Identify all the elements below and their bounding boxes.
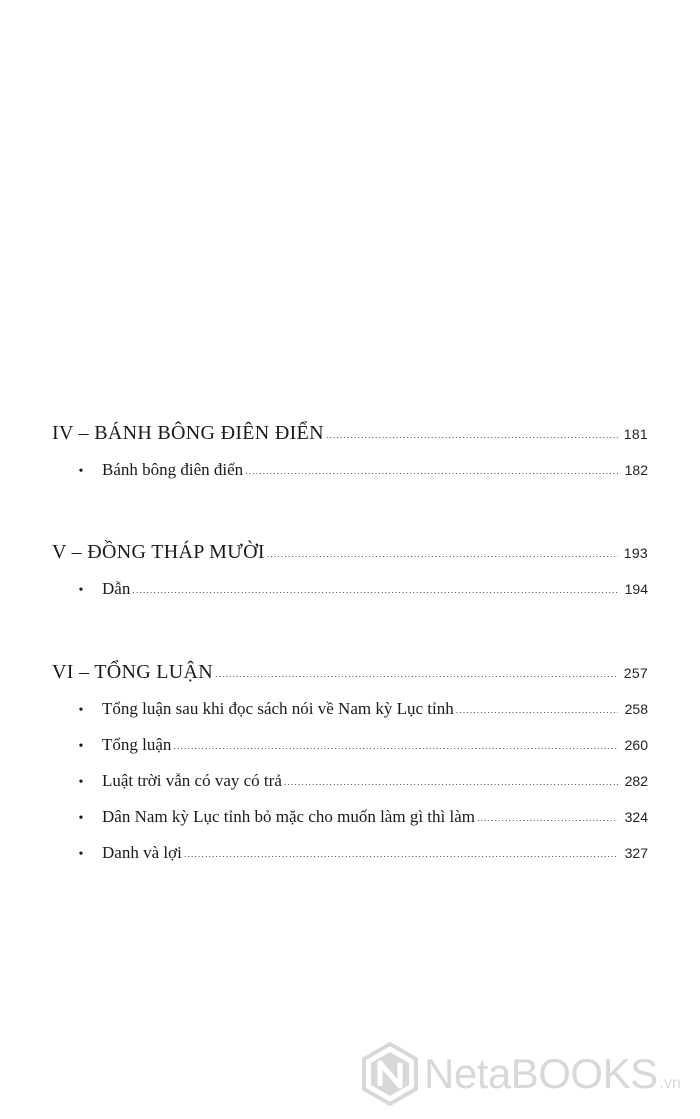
toc-heading-title: IV – BÁNH BÔNG ĐIÊN ĐIỂN [52,422,324,444]
netabooks-watermark [360,1038,690,1110]
toc-entry-row [52,799,648,835]
toc-heading-row [52,653,648,691]
toc-entry-label: Dân Nam kỳ Lục tỉnh bỏ mặc cho muốn làm gì thì làm [102,807,475,826]
toc-page-number: 260 [624,737,648,753]
bullet-icon: • [78,847,84,862]
table-of-contents [52,0,648,1119]
toc-page-number: 182 [624,462,648,478]
dot-leader [284,764,618,800]
toc-entry-row [52,691,648,727]
toc-section-iv [52,414,648,488]
dot-leader [245,453,618,489]
toc-heading-row [52,414,648,452]
watermark-brand-text: NetaBOOKS [424,1050,658,1097]
toc-entry-row [52,763,648,799]
toc-page-number: 181 [623,426,648,442]
toc-entry-row [52,452,648,488]
bullet-icon: • [78,811,84,826]
dot-leader [456,692,618,728]
toc-heading-title: V – ĐỒNG THÁP MƯỜI [52,541,265,563]
dot-leader [267,535,618,573]
bullet-icon: • [78,775,84,790]
toc-page-number: 327 [624,845,648,861]
bullet-icon: • [78,464,84,479]
watermark-suffix-text: .vn [659,1075,681,1092]
toc-entry-row [52,571,648,607]
bullet-icon: • [78,583,84,598]
toc-entry-label: Tổng luận [102,735,172,754]
toc-section-v [52,533,648,607]
bullet-icon: • [78,703,84,718]
toc-page-number: 193 [623,545,648,561]
toc-entry-row [52,727,648,763]
dot-leader [132,572,618,608]
toc-entry-label: Dẫn [102,579,131,598]
neta-logo-icon [360,1041,420,1107]
toc-heading-row [52,533,648,571]
toc-entry-label: Bánh bông điên điển [102,460,244,479]
toc-entry-label: Tổng luận sau khi đọc sách nói về Nam kỳ Lục tỉnh [102,699,454,718]
toc-entry-label: Luật trời vẫn có vay có trả [102,771,282,790]
toc-page-number: 194 [624,581,648,597]
dot-leader [477,800,618,836]
toc-page-number: 257 [623,665,648,681]
toc-page-number: 324 [624,809,648,825]
toc-heading-title: VI – TỔNG LUẬN [52,661,214,683]
bullet-icon: • [78,739,84,754]
toc-page-number: 258 [624,701,648,717]
toc-entry-row [52,835,648,871]
toc-page-number: 282 [624,773,648,789]
dot-leader [215,655,618,693]
dot-leader [173,728,618,764]
toc-entry-label: Danh và lợi [102,843,182,862]
dot-leader [184,836,618,872]
dot-leader [326,416,618,454]
toc-section-vi [52,653,648,871]
